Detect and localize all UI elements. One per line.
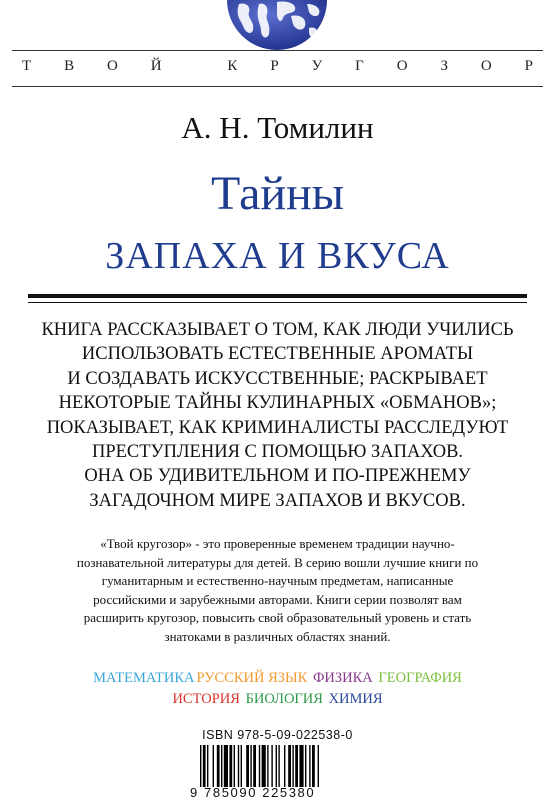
series-letter: О (396, 58, 408, 74)
series-letter: К (227, 58, 238, 74)
series-letter: О (480, 58, 492, 74)
barcode-bar (292, 745, 293, 787)
subject-math: МАТЕМАТИКА (93, 670, 195, 686)
series-desc-line: расширить кругозор, повысить свой образовательный уровень и стать (83, 610, 472, 626)
blurb-line: ОНА ОБ УДИВИТЕЛЬНОМ И ПО-ПРЕЖНЕМУ (84, 466, 471, 487)
series-letter: Р (270, 58, 279, 74)
blurb-line: ПРЕСТУПЛЕНИЯ С ПОМОЩЬЮ ЗАПАХОВ. (91, 442, 464, 463)
barcode-bar (284, 745, 285, 787)
barcode-bar (267, 745, 268, 787)
barcode-bar (259, 745, 260, 787)
series-description (60, 535, 495, 647)
series-desc-line: познавательной литературы для детей. В серию вошли лучшие книги по (76, 554, 479, 570)
blurb-line: И СОЗДАВАТЬ ИСКУССТВЕННЫЕ; РАСКРЫВАЕТ (67, 368, 488, 389)
barcode-bars (200, 745, 362, 787)
globe-emblem-icon (225, 0, 329, 50)
barcode-bar (213, 745, 214, 787)
subject-physics: ФИЗИКА (312, 670, 373, 686)
barcode-bar (234, 745, 235, 787)
barcode-bar (271, 745, 272, 787)
title-divider-thick (28, 294, 527, 298)
barcode-bar (253, 745, 256, 787)
subject-history: ИСТОРИЯ (172, 691, 240, 707)
blurb-line: ЗАГАДОЧНОМ МИРЕ ЗАПАХОВ И ВКУСОВ. (89, 490, 466, 511)
isbn-text: ISBN 978-5-09-022538-0 (202, 728, 353, 742)
series-letter: О (107, 58, 118, 74)
blurb-line: ПОКАЗЫВАЕТ, КАК КРИМИНАЛИСТЫ РАССЛЕДУЮТ (46, 417, 509, 438)
series-bar (0, 50, 555, 88)
barcode-bar (229, 745, 232, 787)
series-letter: Г (355, 58, 364, 74)
barcode (190, 745, 362, 800)
subject-geography: ГЕОГРАФИЯ (378, 670, 462, 686)
barcode-bar (276, 745, 277, 787)
barcode-bar (217, 745, 220, 787)
barcode-bar (250, 745, 251, 787)
barcode-bar (299, 745, 303, 787)
barcode-bar (305, 745, 306, 787)
barcode-bar (278, 745, 279, 787)
subject-biology: БИОЛОГИЯ (245, 691, 323, 707)
barcode-bar (262, 745, 266, 787)
series-letter: Й (150, 58, 162, 74)
title-divider-thin (28, 302, 527, 303)
blurb-line: НЕКОТОРЫЕ ТАЙНЫ КУЛИНАРНЫХ «ОБМАНОВ»; (58, 393, 497, 414)
book-title-line-1: Тайны (210, 167, 345, 220)
series-top-rule (12, 50, 543, 51)
series-letter: З (440, 58, 448, 74)
barcode-bar (295, 745, 298, 787)
barcode-bar (312, 745, 315, 787)
author-name: А. Н. Томилин (181, 110, 374, 145)
subject-row-2 (0, 689, 555, 710)
barcode-bar (200, 745, 201, 787)
book-blurb (10, 318, 545, 513)
barcode-bar (203, 745, 206, 787)
series-letter: Р (524, 58, 533, 74)
series-desc-line: российскими и зарубежными авторами. Книги серии позволят вам (93, 591, 462, 607)
subject-list (0, 668, 555, 710)
barcode-bar (318, 745, 319, 787)
barcode-bar (288, 745, 291, 787)
subject-chemistry: ХИМИЯ (328, 691, 383, 707)
barcode-bar (238, 745, 239, 787)
series-desc-line: гуманитарным и естественно-научным предметам, написанные (101, 573, 454, 589)
barcode-bar (207, 745, 208, 787)
barcode-bar (221, 745, 222, 787)
series-letter: Т (22, 58, 32, 74)
series-bottom-rule (12, 86, 543, 87)
barcode-bar (246, 745, 249, 787)
series-desc-line: «Твой кругозор» - это проверенные временем традиции научно- (100, 536, 455, 551)
barcode-bar (241, 745, 242, 787)
blurb-line: КНИГА РАССКАЗЫВАЕТ О ТОМ, КАК ЛЮДИ УЧИЛИСЬ (41, 320, 514, 340)
series-title (22, 58, 533, 75)
series-letter: В (64, 58, 75, 74)
book-title-line-2: ЗАПАХА И ВКУСА (105, 235, 450, 277)
series-desc-line: знатоками в различных областях знаний. (164, 628, 391, 644)
blurb-line: ИСПОЛЬЗОВАТЬ ЕСТЕСТВЕННЫЕ АРОМАТЫ (81, 344, 474, 365)
subject-russian: РУССКИЙ ЯЗЫК (196, 670, 308, 686)
subject-row-1 (0, 668, 555, 689)
barcode-bar (224, 745, 228, 787)
series-letter: У (311, 58, 323, 74)
barcode-number: 9 785090 225380 (190, 785, 316, 800)
barcode-bar (309, 745, 310, 787)
